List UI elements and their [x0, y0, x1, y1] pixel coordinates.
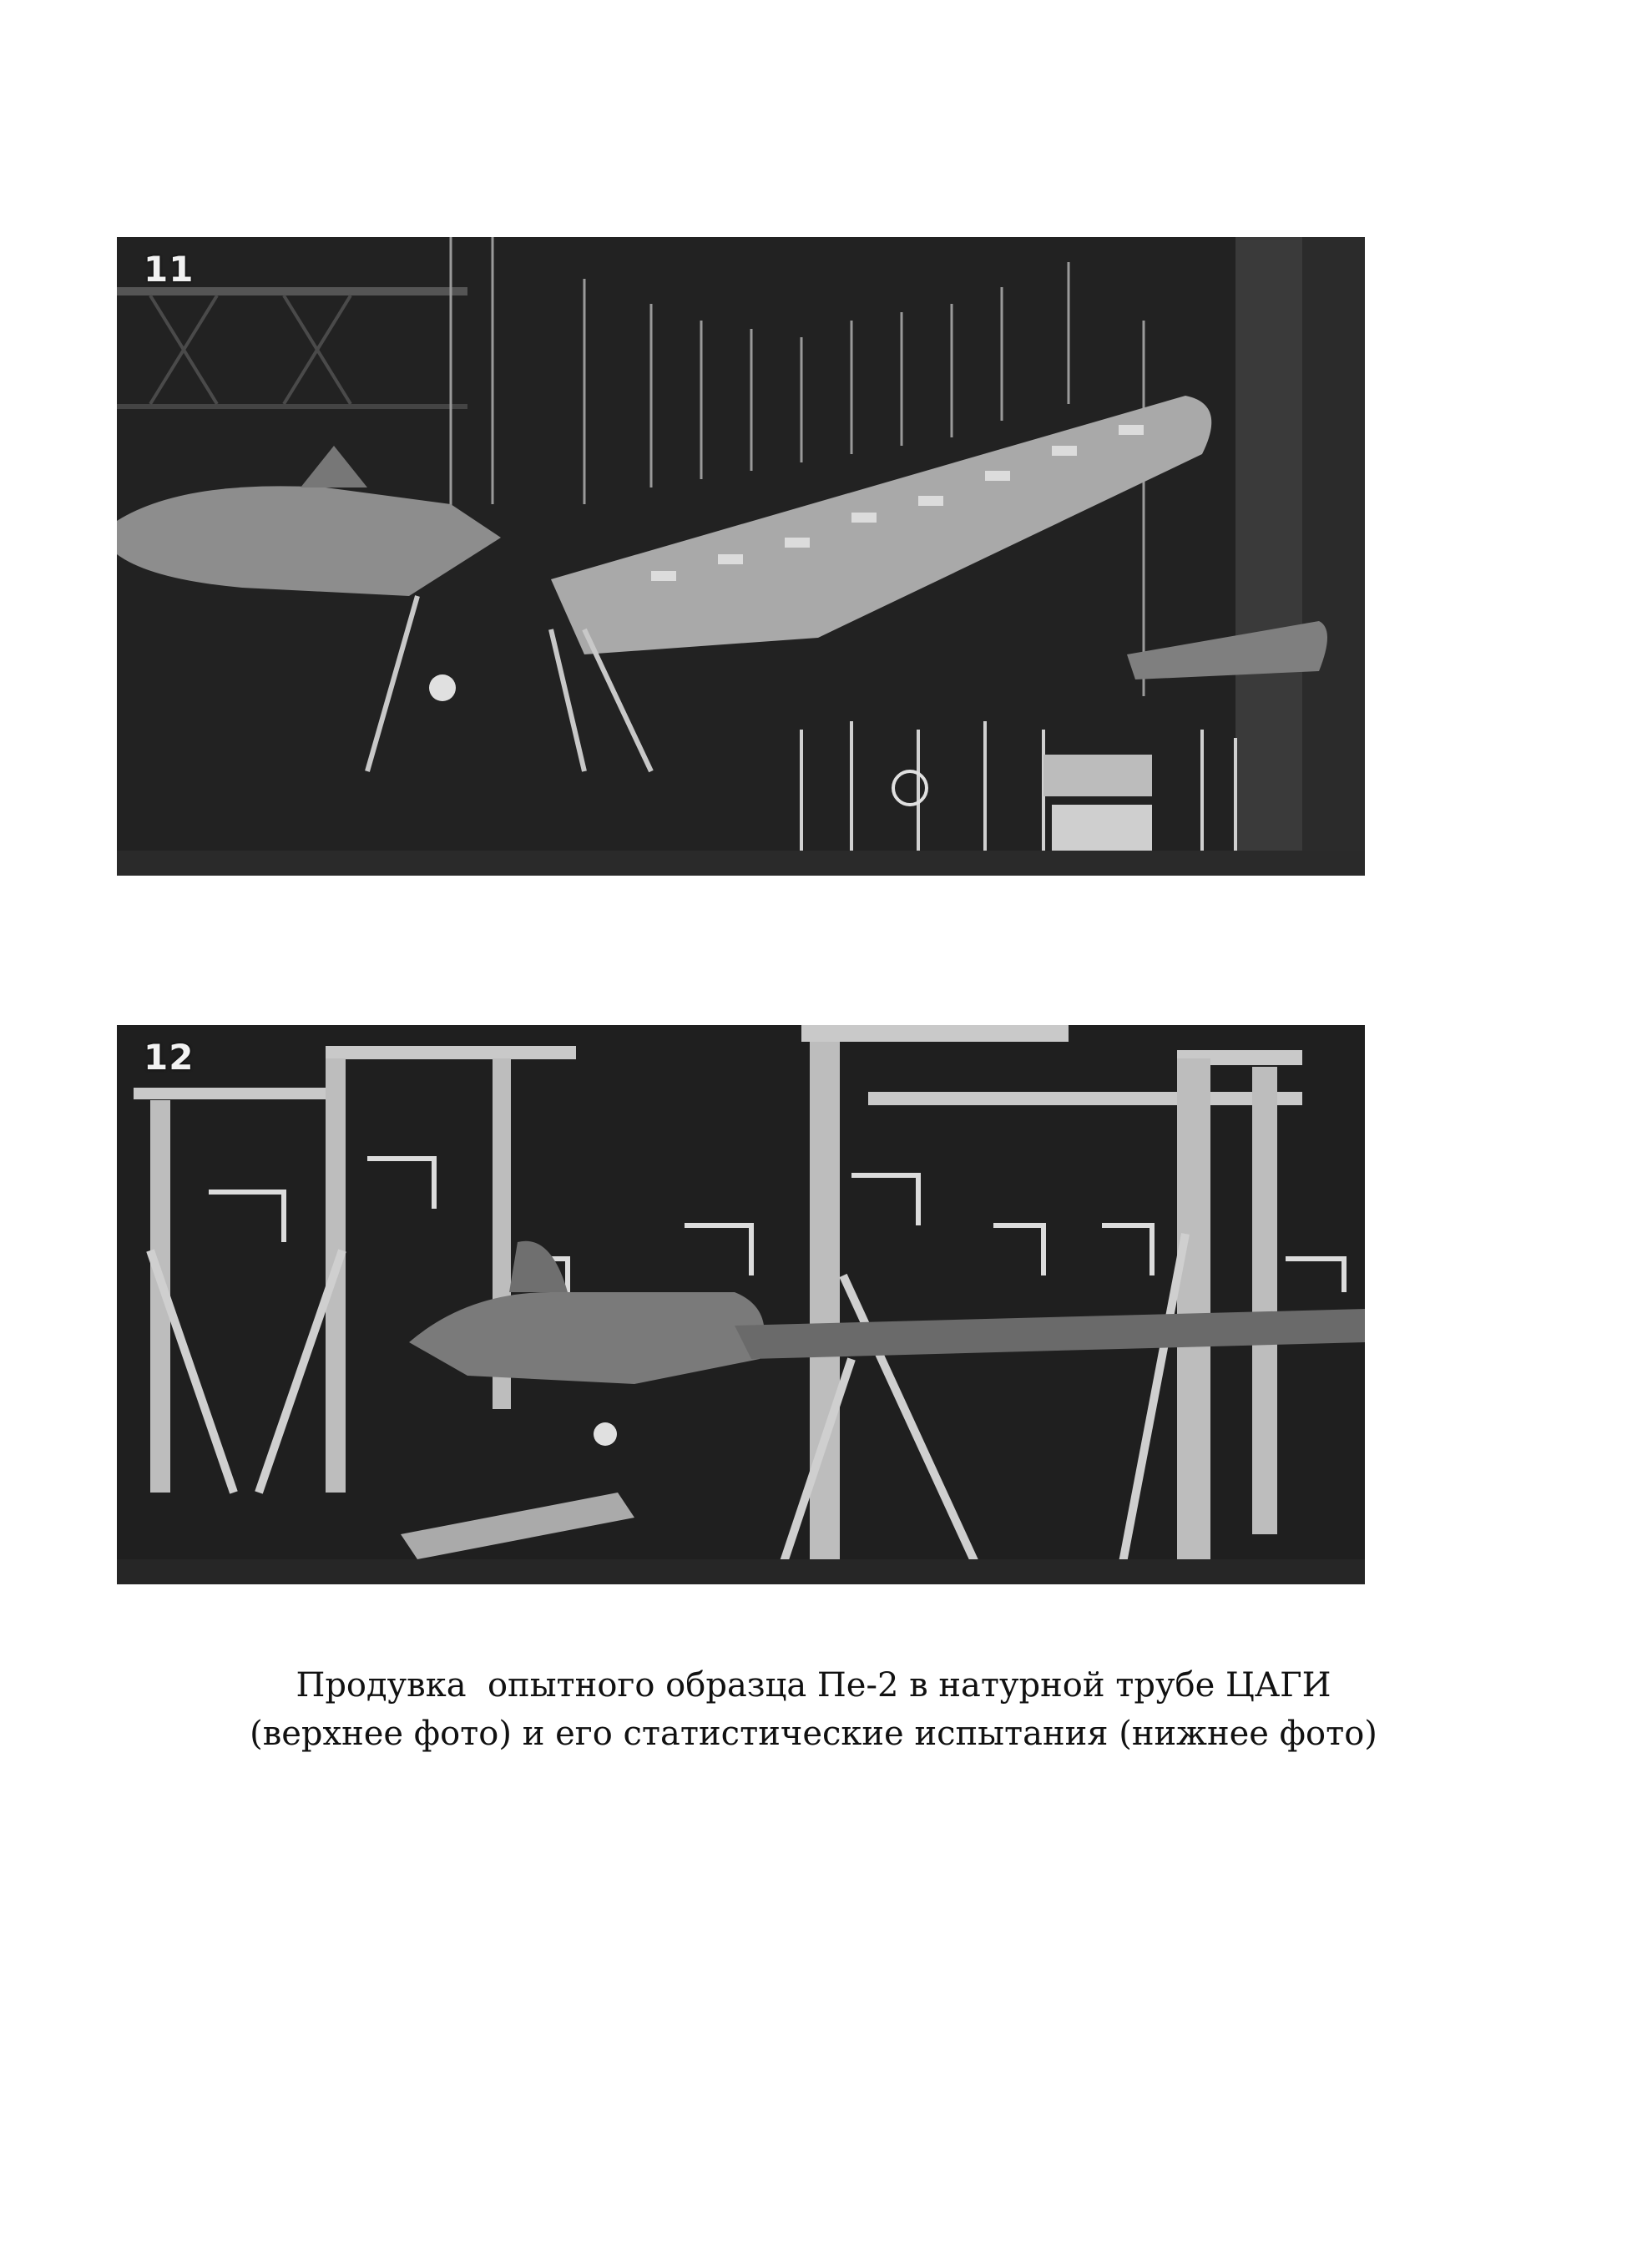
photo-wind-tunnel [117, 237, 1365, 876]
figure-caption [0, 1661, 1627, 1758]
static-test-scene [117, 1025, 1365, 1584]
caption-line-2: (верхнее фото) и его статистические испытания (нижнее фото) [250, 1715, 1377, 1753]
photo-static-testing [117, 1025, 1365, 1584]
figure-number-12: 12 [144, 1037, 195, 1078]
caption-line-1: Продувка опытного образца Пе-2 в натурной трубе ЦАГИ [296, 1666, 1331, 1705]
wind-tunnel-scene [117, 237, 1365, 876]
figure-number-11: 11 [144, 249, 195, 290]
